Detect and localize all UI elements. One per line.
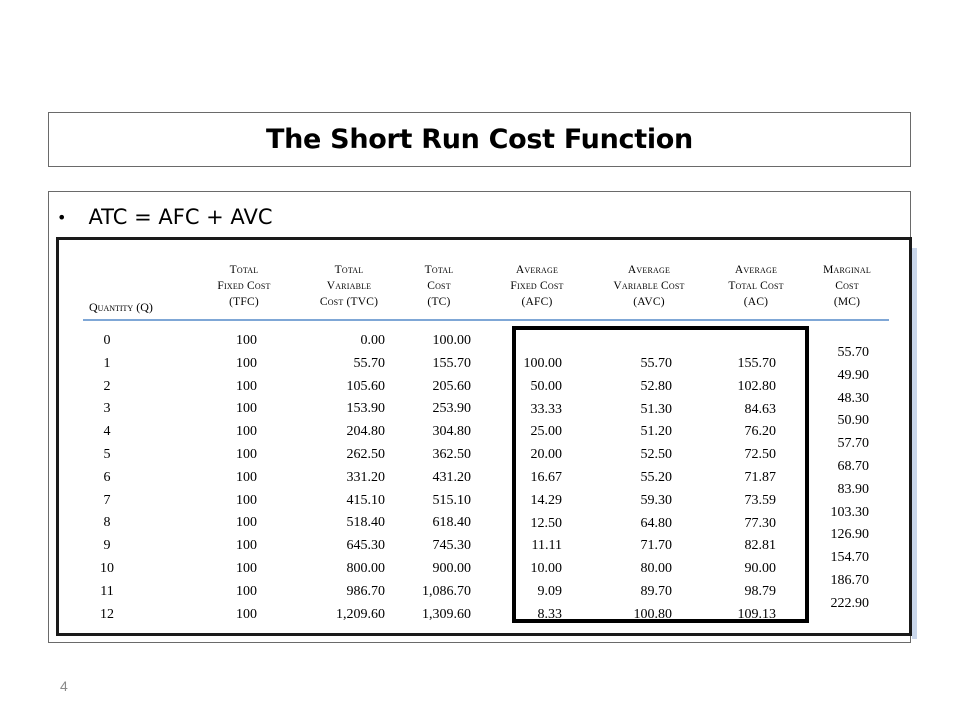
header-quantity: Quantity (Q) <box>89 300 153 314</box>
tfc-cell: 100 <box>236 378 257 394</box>
avc-cell: 52.50 <box>640 447 672 463</box>
quantity-cell: 5 <box>103 447 111 462</box>
tfc-cell: 100 <box>236 401 257 417</box>
tfc-cell: 100 <box>236 538 257 554</box>
header-avc: Average Variable Cost (AVC) <box>613 264 685 308</box>
tc-cell: 618.40 <box>432 515 471 531</box>
avc-cell: 51.20 <box>640 424 672 440</box>
tfc-cell: 100 <box>236 424 257 440</box>
afc-cell: 10.00 <box>530 561 562 577</box>
tc-cell: 253.90 <box>432 401 471 417</box>
afc-cell: 50.00 <box>530 378 562 394</box>
mc-cell: 68.70 <box>837 459 869 474</box>
ac-cell: 76.20 <box>744 424 776 440</box>
avc-cell: 100.80 <box>633 606 672 622</box>
avc-cell: 55.70 <box>640 356 672 371</box>
header-afc: Average Fixed Cost (AFC) <box>510 264 564 308</box>
avc-cell: 59.30 <box>640 492 672 508</box>
ac-cell: 155.70 <box>737 356 776 371</box>
ac-cell: 90.00 <box>744 561 776 577</box>
quantity-cell: 3 <box>103 401 111 417</box>
bullet-item <box>57 202 273 232</box>
tfc-cell: 100 <box>236 606 257 622</box>
mc-cell: 222.90 <box>830 595 869 611</box>
afc-cell: 11.11 <box>531 538 562 554</box>
page-number: 4 <box>60 678 68 694</box>
afc-cell: 8.33 <box>537 606 562 622</box>
tvc-cell: 262.50 <box>346 447 385 462</box>
tfc-cell: 100 <box>236 355 257 371</box>
tvc-cell: 415.10 <box>346 492 385 508</box>
tfc-cell: 100 <box>236 492 257 508</box>
header-mc: Marginal Cost (MC) <box>823 264 871 308</box>
mc-cell: 186.70 <box>830 573 869 588</box>
header-tvc: Total Variable Cost (TVC) <box>319 264 379 308</box>
afc-cell: 12.50 <box>530 515 562 531</box>
slide-title-box <box>48 112 911 167</box>
mc-cell: 83.90 <box>837 481 869 497</box>
mc-cell: 50.90 <box>837 413 869 429</box>
bullet-text: ATC = AFC + AVC <box>88 205 273 229</box>
mc-cell: 55.70 <box>837 345 869 360</box>
tc-cell: 304.80 <box>432 424 471 440</box>
quantity-cell: 11 <box>100 583 114 599</box>
avc-cell: 55.20 <box>640 470 672 485</box>
mc-cell: 126.90 <box>830 527 869 543</box>
tvc-cell: 1,209.60 <box>336 606 385 622</box>
avc-cell: 51.30 <box>640 401 672 417</box>
header-tc: Total Cost (TC) <box>424 264 454 308</box>
slide-title: The Short Run Cost Function <box>266 124 693 155</box>
column-mc <box>59 240 909 633</box>
quantity-cell: 8 <box>103 515 111 531</box>
avc-cell: 52.80 <box>640 378 672 394</box>
ac-cell: 84.63 <box>744 401 776 417</box>
quantity-cell: 12 <box>100 606 114 622</box>
afc-cell: 25.00 <box>530 424 562 440</box>
mc-cell: 49.90 <box>837 367 869 383</box>
mc-cell: 154.70 <box>830 550 869 566</box>
tvc-cell: 0.00 <box>360 333 385 348</box>
cost-table <box>56 237 912 636</box>
ac-cell: 102.80 <box>737 378 776 394</box>
tc-cell: 900.00 <box>432 561 471 576</box>
bullet-dot-icon: • <box>57 207 67 227</box>
ac-cell: 82.81 <box>744 538 776 554</box>
mc-cell: 103.30 <box>830 504 869 520</box>
tvc-cell: 518.40 <box>346 515 385 531</box>
afc-cell: 9.09 <box>537 584 562 599</box>
tc-cell: 745.30 <box>432 538 471 554</box>
avc-cell: 71.70 <box>640 538 672 554</box>
tvc-cell: 331.20 <box>346 469 385 485</box>
tvc-cell: 986.70 <box>346 583 385 599</box>
ac-cell: 71.87 <box>744 470 776 485</box>
quantity-cell: 2 <box>103 378 111 394</box>
ac-cell: 109.13 <box>737 606 776 622</box>
tfc-cell: 100 <box>236 583 257 599</box>
tfc-cell: 100 <box>236 447 257 462</box>
ac-cell: 73.59 <box>744 492 776 508</box>
afc-cell: 14.29 <box>530 492 562 508</box>
tc-cell: 515.10 <box>432 492 471 508</box>
tvc-cell: 55.70 <box>353 355 385 371</box>
quantity-cell: 9 <box>103 538 111 554</box>
afc-cell: 20.00 <box>530 447 562 463</box>
afc-cell: 16.67 <box>530 470 562 485</box>
mc-cell: 48.30 <box>837 390 869 406</box>
tc-cell: 362.50 <box>432 447 471 462</box>
header-ac: Average Total Cost (AC) <box>728 264 784 308</box>
tvc-cell: 800.00 <box>346 561 385 576</box>
tc-cell: 155.70 <box>432 355 471 371</box>
ac-cell: 98.79 <box>744 584 776 599</box>
quantity-cell: 7 <box>103 492 111 508</box>
quantity-cell: 6 <box>103 469 111 485</box>
tvc-cell: 204.80 <box>346 424 385 440</box>
avc-cell: 80.00 <box>640 561 672 577</box>
tc-cell: 205.60 <box>432 378 471 394</box>
tvc-cell: 153.90 <box>346 401 385 417</box>
quantity-cell: 10 <box>100 561 114 576</box>
mc-cell: 57.70 <box>837 436 869 452</box>
quantity-cell: 1 <box>103 355 111 371</box>
tfc-cell: 100 <box>236 515 257 531</box>
tfc-cell: 100 <box>236 469 257 485</box>
tvc-cell: 645.30 <box>346 538 385 554</box>
quantity-cell: 4 <box>103 424 111 440</box>
ac-cell: 77.30 <box>744 515 776 531</box>
tc-cell: 1,086.70 <box>422 583 471 599</box>
tc-cell: 431.20 <box>432 469 471 485</box>
tfc-cell: 100 <box>236 333 257 348</box>
tfc-cell: 100 <box>236 561 257 576</box>
tc-cell: 1,309.60 <box>422 606 471 622</box>
header-tfc: Total Fixed Cost (TFC) <box>217 264 271 308</box>
tc-cell: 100.00 <box>432 333 471 348</box>
tvc-cell: 105.60 <box>346 378 385 394</box>
quantity-cell: 0 <box>103 333 111 348</box>
afc-cell: 100.00 <box>523 356 562 371</box>
ac-cell: 72.50 <box>744 447 776 463</box>
afc-cell: 33.33 <box>530 401 562 417</box>
avc-cell: 89.70 <box>640 584 672 599</box>
avc-cell: 64.80 <box>640 515 672 531</box>
